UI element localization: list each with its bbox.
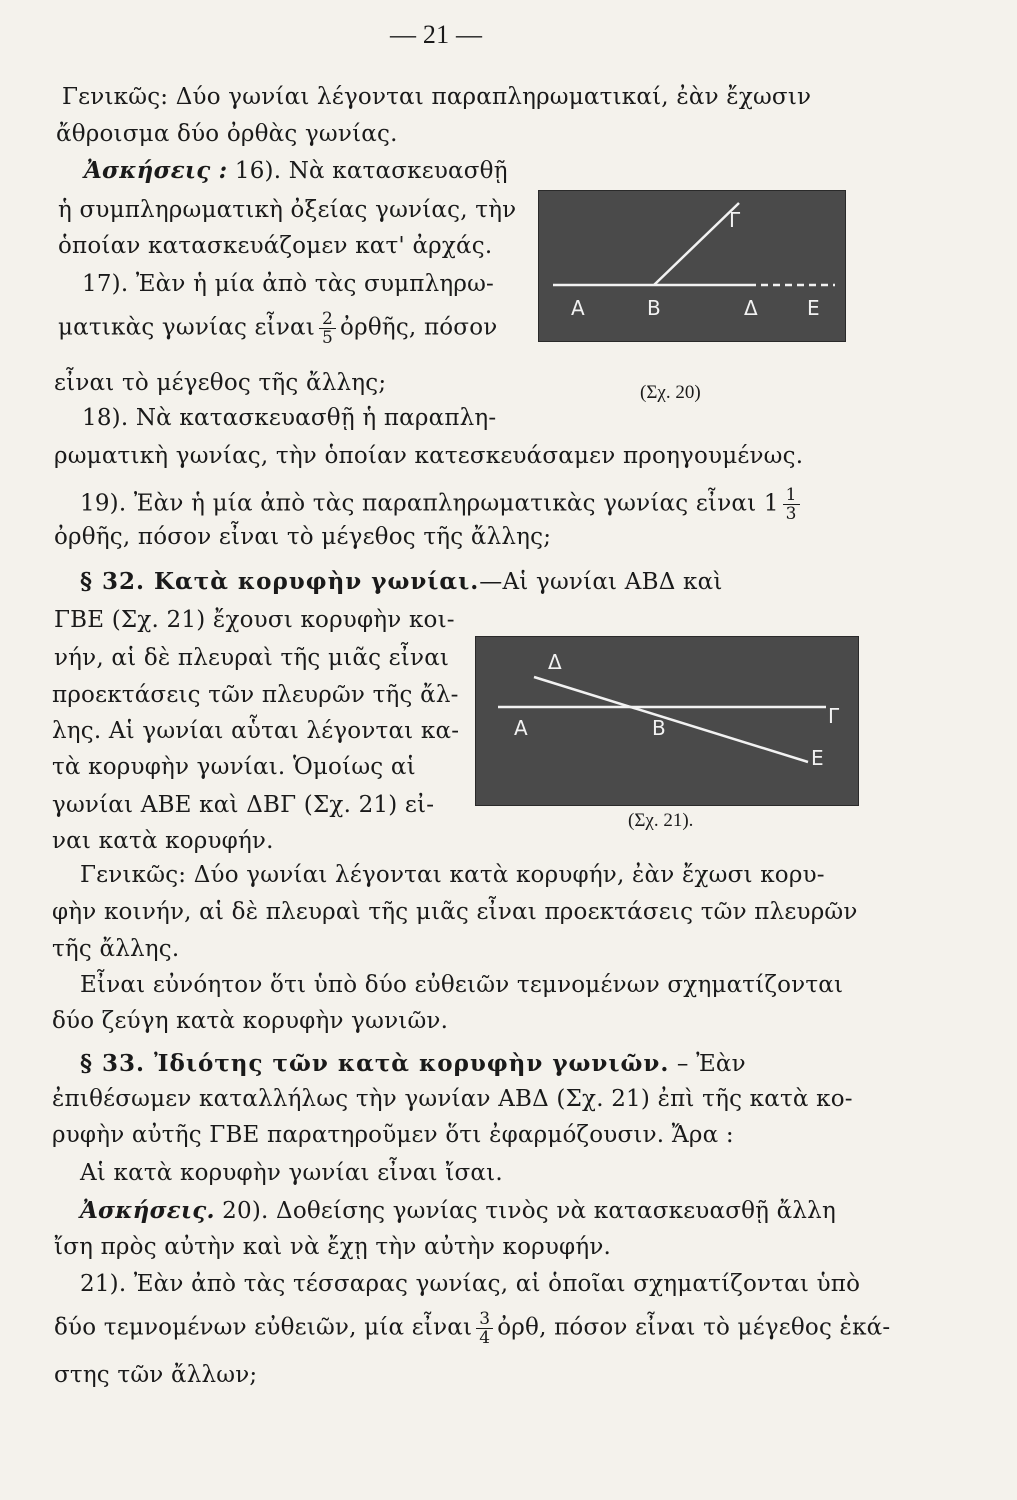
point-label-g: Γ	[828, 704, 840, 728]
fraction-numerator: 1	[783, 486, 800, 505]
text-line: ναι κατὰ κορυφήν.	[52, 828, 274, 854]
exercise-line	[84, 156, 508, 186]
text-line: τῆς ἄλλης.	[52, 936, 180, 962]
text-fragment: ὀρθ, πόσον εἶναι τὸ μέγεθος ἑκά-	[497, 1314, 891, 1341]
line-de	[534, 677, 808, 762]
point-label-g: Γ	[729, 208, 741, 232]
text-line: προεκτάσεις τῶν πλευρῶν τῆς ἄλ-	[52, 682, 459, 708]
point-label-d: Δ	[548, 650, 562, 674]
text-line: τὰ κορυφὴν γωνίαι. Ὁμοίως αἱ	[52, 754, 416, 780]
text-line-with-fraction	[80, 486, 804, 523]
figure-20	[538, 190, 846, 342]
exercise-line	[80, 1196, 836, 1226]
text-line: ρωματικὴ γωνίας, τὴν ὁποίαν κατεσκευάσαμεν προηγουμένως.	[54, 443, 804, 469]
fraction-denominator: 3	[785, 504, 797, 524]
figure-21-diagram	[476, 637, 858, 805]
section-text: —Αἱ γωνίαι ΑΒΔ καὶ	[479, 569, 723, 595]
figure-21	[475, 636, 859, 806]
fraction-numerator: 3	[476, 1310, 493, 1329]
exercises-label: Ἀσκήσεις :	[84, 157, 228, 184]
text-fragment: δύο τεμνομένων εὐθειῶν, μία εἶναι	[54, 1314, 473, 1341]
text-line: νήν, αἱ δὲ πλευραὶ τῆς μιᾶς εἶναι	[54, 645, 450, 671]
section-heading-line	[80, 1049, 746, 1079]
point-label-a: Α	[571, 296, 585, 320]
text-line: ρυφὴν αὐτῆς ΓΒΕ παρατηροῦμεν ὅτι ἐφαρμόζουσιν. Ἄρα :	[52, 1122, 734, 1148]
fraction	[476, 1310, 493, 1347]
text-line: 18). Νὰ κατασκευασθῇ ἡ παραπλη-	[82, 405, 497, 431]
figure-21-caption: (Σχ. 21).	[628, 810, 694, 831]
point-label-a: Α	[514, 716, 528, 740]
text-line: ἄθροισμα δύο ὀρθὰς γωνίας.	[56, 121, 398, 147]
theorem-line: Αἱ κατὰ κορυφὴν γωνίαι εἶναι ἴσαι.	[80, 1160, 503, 1186]
fraction-denominator: 5	[322, 328, 334, 348]
point-label-e: Ε	[807, 296, 820, 320]
point-label-d: Δ	[744, 296, 758, 320]
text-line: ἐπιθέσωμεν καταλλήλως τὴν γωνίαν ΑΒΔ (Σχ. 21) ἐπὶ τῆς κατὰ κο-	[52, 1086, 853, 1112]
text-line: φὴν κοινήν, αἱ δὲ πλευραὶ τῆς μιᾶς εἶναι προεκτάσεις τῶν πλευρῶν	[52, 899, 858, 925]
text-line: ἴση πρὸς αὐτὴν καὶ νὰ ἔχῃ τὴν αὐτὴν κορυφήν.	[54, 1234, 612, 1260]
fraction	[319, 310, 336, 347]
exercise-text: 16). Νὰ κατασκευασθῇ	[227, 158, 508, 184]
text-line: ὀρθῆς, πόσον εἶναι τὸ μέγεθος τῆς ἄλλης;	[54, 524, 552, 550]
fraction-denominator: 4	[479, 1328, 491, 1348]
text-line: 17). Ἐὰν ἡ μία ἀπὸ τὰς συμπληρω-	[82, 271, 495, 297]
figure-20-caption: (Σχ. 20)	[640, 382, 701, 403]
text-line: δύο ζεύγη κατὰ κορυφὴν γωνιῶν.	[52, 1008, 449, 1034]
exercises-label: Ἀσκήσεις.	[80, 1197, 215, 1224]
section-32-heading: § 32. Κατὰ κορυφὴν γωνίαι.	[80, 568, 480, 595]
text-line: Εἶναι εὐνόητον ὅτι ὑπὸ δύο εὐθειῶν τεμνομένων σχηματίζονται	[80, 972, 844, 998]
text-line: Γενικῶς: Δύο γωνίαι λέγονται κατὰ κορυφήν, ἐὰν ἔχωσι κορυ-	[80, 862, 825, 888]
text-line: ἡ συμπληρωματικὴ ὀξείας γωνίας, τὴν	[58, 197, 517, 223]
text-fragment: 19). Ἐὰν ἡ μία ἀπὸ τὰς παραπληρωματικὰς γωνίας εἶναι 1	[80, 490, 779, 517]
text-line-with-fraction	[58, 310, 497, 347]
section-33-heading: § 33. Ἰδιότης τῶν κατὰ κορυφὴν γωνιῶν.	[80, 1050, 670, 1077]
ray-bg	[654, 203, 739, 285]
point-label-b: Β	[652, 716, 666, 740]
text-line: ΓΒΕ (Σχ. 21) ἔχουσι κορυφὴν κοι-	[54, 607, 455, 633]
text-line: στης τῶν ἄλλων;	[54, 1362, 258, 1388]
page-number: — 21 —	[390, 20, 483, 49]
text-line-with-fraction	[54, 1310, 890, 1347]
text-line: εἶναι τὸ μέγεθος τῆς ἄλλης;	[54, 370, 387, 396]
text-line: Γενικῶς: Δύο γωνίαι λέγονται παραπληρωματικαί, ἐὰν ἔχωσιν	[62, 84, 812, 110]
text-line: ὁποίαν κατασκευάζομεν κατ' ἀρχάς.	[58, 233, 493, 259]
text-line: 21). Ἐὰν ἀπὸ τὰς τέσσαρας γωνίας, αἱ ὁποῖαι σχηματίζονται ὑπὸ	[80, 1271, 861, 1297]
exercise-text: 20). Δοθείσης γωνίας τινὸς νὰ κατασκευασθῇ ἄλλη	[214, 1198, 836, 1224]
text-line: λης. Αἱ γωνίαι αὗται λέγονται κα-	[52, 718, 460, 744]
text-line: γωνίαι ΑΒΕ καὶ ΔΒΓ (Σχ. 21) εἰ-	[52, 792, 435, 818]
fraction	[783, 486, 800, 523]
fraction-numerator: 2	[319, 310, 336, 329]
figure-20-diagram	[539, 191, 845, 341]
text-fragment: ματικὰς γωνίας εἶναι	[58, 314, 316, 341]
text-fragment: ὀρθῆς, πόσον	[340, 314, 498, 341]
section-heading-line	[80, 567, 723, 597]
point-label-e: Ε	[811, 746, 824, 770]
point-label-b: Β	[647, 296, 661, 320]
section-text: – Ἐὰν	[669, 1051, 746, 1077]
